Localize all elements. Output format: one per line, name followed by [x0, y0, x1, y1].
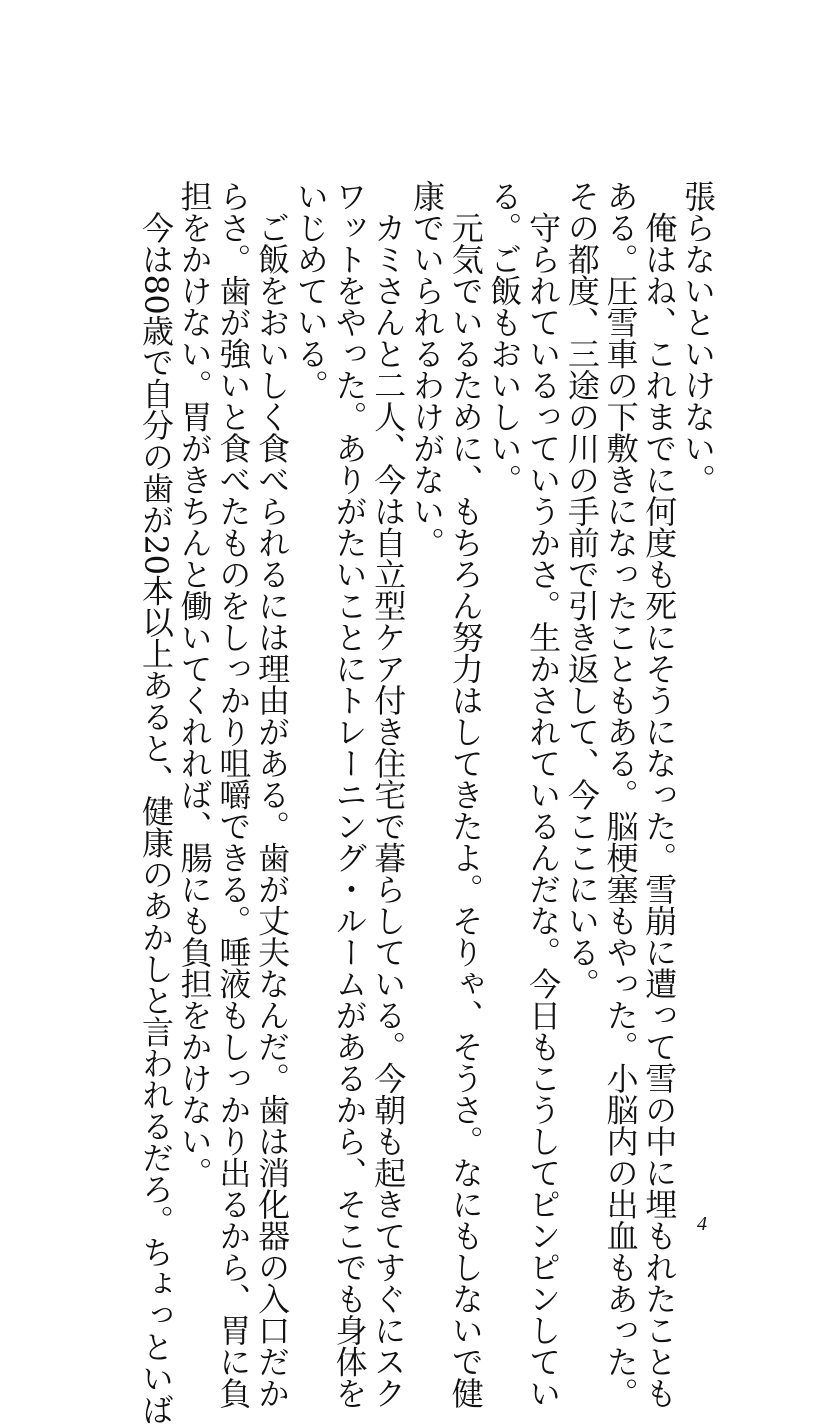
text-line: その都度、三途の川の手前で引き返して、今ここにいる。 [562, 180, 601, 999]
text-line: らさ。歯が強いと食べたものをしっかり咀嚼できる。唾液もしっかり出るから、胃に負 [214, 180, 253, 1409]
text-line: 守られているっていうかさ。生かされているんだな。今日もこうしてピンピンしてい [524, 180, 563, 1409]
text-line: カミさんと二人、今は自立型ケア付き住宅で暮らしている。今朝も起きてすぐにスク [369, 180, 408, 1409]
text-line: 張らないといけない。 [679, 180, 717, 495]
text-line: 俺はね、これまでに何度も死にそうになった。雪崩に遭って雪の中に埋もれたことも [640, 180, 679, 1409]
text-line: 担をかけない。胃がきちんと働いてくれれば、腸にも負担をかけない。 [175, 180, 214, 1188]
text-line: る。ご飯もおいしい。 [485, 180, 524, 495]
text-line: いじめている。 [291, 180, 330, 401]
text-line: ワットをやった。ありがたいことにトレーニング・ルームがあるから、そこでも身体を [330, 180, 369, 1409]
body-text [117, 180, 717, 1425]
page-number: 4 [697, 1213, 707, 1235]
text-line: ある。圧雪車の下敷きになったこともある。脳梗塞もやった。小脳内の出血もあった。 [601, 180, 640, 1409]
text-line: 康でいられるわけがない。 [407, 180, 446, 558]
text-line: ご飯をおいしく食べられるには理由がある。歯が丈夫なんだ。歯は消化器の入口だか [253, 180, 292, 1409]
text-line: 元気でいるために、もちろん努力はしてきたよ。そりゃ、そうさ。なにもしないで健 [446, 180, 485, 1409]
text-line: 今は80歳で自分の歯が20本以上あると、健康のあかしと言われるだろ。ちょっといば [136, 180, 175, 1425]
